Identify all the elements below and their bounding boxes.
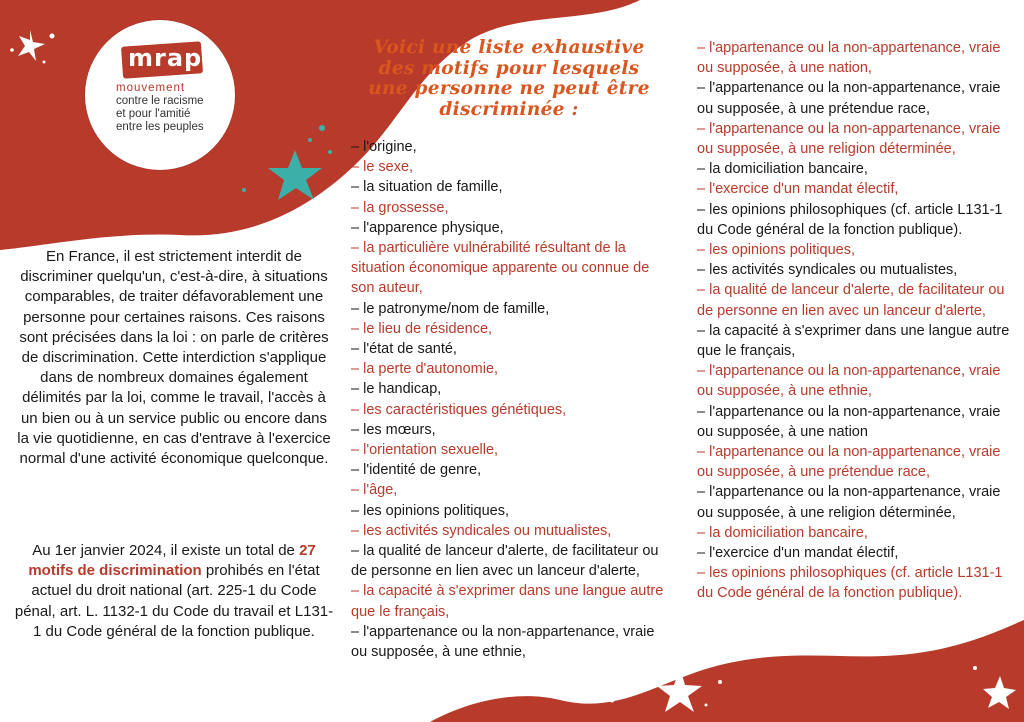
logo-subtitle-line: contre le racisme xyxy=(116,95,204,107)
list-item: – la grossesse, xyxy=(351,199,449,216)
list-item: – les mœurs, xyxy=(351,421,436,438)
list-item: – la qualité de lanceur d'alerte, de facilitateur ou de personne en lien avec un lanceur d'alerte, xyxy=(697,282,1005,319)
list-item: – la capacité à s'exprimer dans une langue autre que le français, xyxy=(351,583,664,620)
intro-paragraph: En France, il est strictement interdit de discriminer quelqu'un, c'est-à-dire, à situations comparables, de traiter défavorablement une personne pour certaines raisons. Ces raisons sont précisées dans la loi : on parle de critères de discrimination. Cette interdiction s'applique dans de nombreux domaines également délimités par la loi, comme le travail, l'accès à un bien ou à un service public ou encore dans la vie quotidienne, en cas d'entrave à l'exercice normal d'une activité économique quelconque. xyxy=(17,248,331,468)
logo-subtitle-line: mouvement xyxy=(116,82,186,94)
criteria-list-2 xyxy=(697,38,1012,604)
list-item: – les caractéristiques génétiques, xyxy=(351,401,567,418)
list-item: – la domiciliation bancaire, xyxy=(697,161,868,178)
list-item: – l'appartenance ou la non-appartenance, vraie ou supposée, à une nation xyxy=(697,403,1001,440)
list-item: – l'orientation sexuelle, xyxy=(351,442,499,459)
list-item: – le sexe, xyxy=(351,159,414,176)
list-item: – la situation de famille, xyxy=(351,179,503,196)
list-item: – l'identité de genre, xyxy=(351,462,482,479)
list-item: – l'appartenance ou la non-appartenance, vraie ou supposée, à une religion déterminée, xyxy=(697,120,1001,158)
page-title: Voici une liste exhaustive des motifs pour lesquels une personne ne peut être discriminée : xyxy=(368,37,650,120)
list-item: – les opinions politiques, xyxy=(697,242,855,259)
list-item: – la qualité de lanceur d'alerte, de facilitateur ou de personne en lien avec un lanceur d'alerte, xyxy=(351,543,659,580)
intro-text: Au 1er janvier 2024, il existe un total de xyxy=(32,542,300,559)
list-item: – l'exercice d'un mandat électif, xyxy=(697,545,899,562)
list-item: – le lieu de résidence, xyxy=(351,320,493,337)
list-item: – la particulière vulnérabilité résultant de la situation économique apparente ou connue de son auteur, xyxy=(351,240,650,297)
list-item: – l'état de santé, xyxy=(351,341,457,358)
logo-subtitle-line: entre les peuples xyxy=(116,121,204,133)
intro-highlight: 27 motifs de discrimination xyxy=(28,542,316,580)
list-item: – les opinions philosophiques (cf. article L131-1 du Code général de la fonction publique). xyxy=(697,201,1003,238)
list-item: – l'appartenance ou la non-appartenance, vraie ou supposée, à une prétendue race, xyxy=(697,444,1001,481)
list-item: – la domiciliation bancaire, xyxy=(697,524,868,541)
list-item: – l'exercice d'un mandat électif, xyxy=(697,181,899,198)
list-item: – le handicap, xyxy=(351,381,442,398)
list-item: – la perte d'autonomie, xyxy=(351,361,499,378)
list-item: – l'appartenance ou la non-appartenance, vraie ou supposée, à une religion déterminée, xyxy=(697,484,1001,521)
list-item: – les opinions politiques, xyxy=(351,502,509,519)
list-item: – l'origine, xyxy=(351,139,417,155)
logo-subtitle-line: et pour l'amitié xyxy=(116,108,191,120)
list-item: – la capacité à s'exprimer dans une langue autre que le français, xyxy=(697,322,1010,360)
list-item: – les opinions philosophiques (cf. article L131-1 du Code général de la fonction publique). xyxy=(697,565,1003,602)
list-item: – l'appartenance ou la non-appartenance, vraie ou supposée, à une ethnie, xyxy=(697,363,1001,400)
list-item: – l'âge, xyxy=(351,482,398,499)
logo-name: mrap xyxy=(128,44,203,72)
intro-paragraph-2 xyxy=(14,541,334,642)
list-item: – l'appartenance ou la non-appartenance, vraie ou supposée, à une prétendue race, xyxy=(697,80,1001,117)
list-item: – le patronyme/nom de famille, xyxy=(351,300,550,317)
list-item: – l'apparence physique, xyxy=(351,219,504,236)
list-item: – l'appartenance ou la non-appartenance, vraie ou supposée, à une ethnie, xyxy=(351,623,655,661)
list-item: – les activités syndicales ou mutualistes, xyxy=(351,522,612,539)
list-item: – l'appartenance ou la non-appartenance, vraie ou supposée, à une nation, xyxy=(697,40,1001,77)
intro-text: prohibés en l'état actuel du droit national (art. 225-1 du Code pénal, art. L. 1132-1 du Code du travail et L131-1 du Code général de la fonction publique. xyxy=(14,562,334,640)
list-item: – les activités syndicales ou mutualistes, xyxy=(697,262,958,279)
criteria-list-1 xyxy=(351,137,669,662)
logo-subtitle xyxy=(116,82,236,134)
